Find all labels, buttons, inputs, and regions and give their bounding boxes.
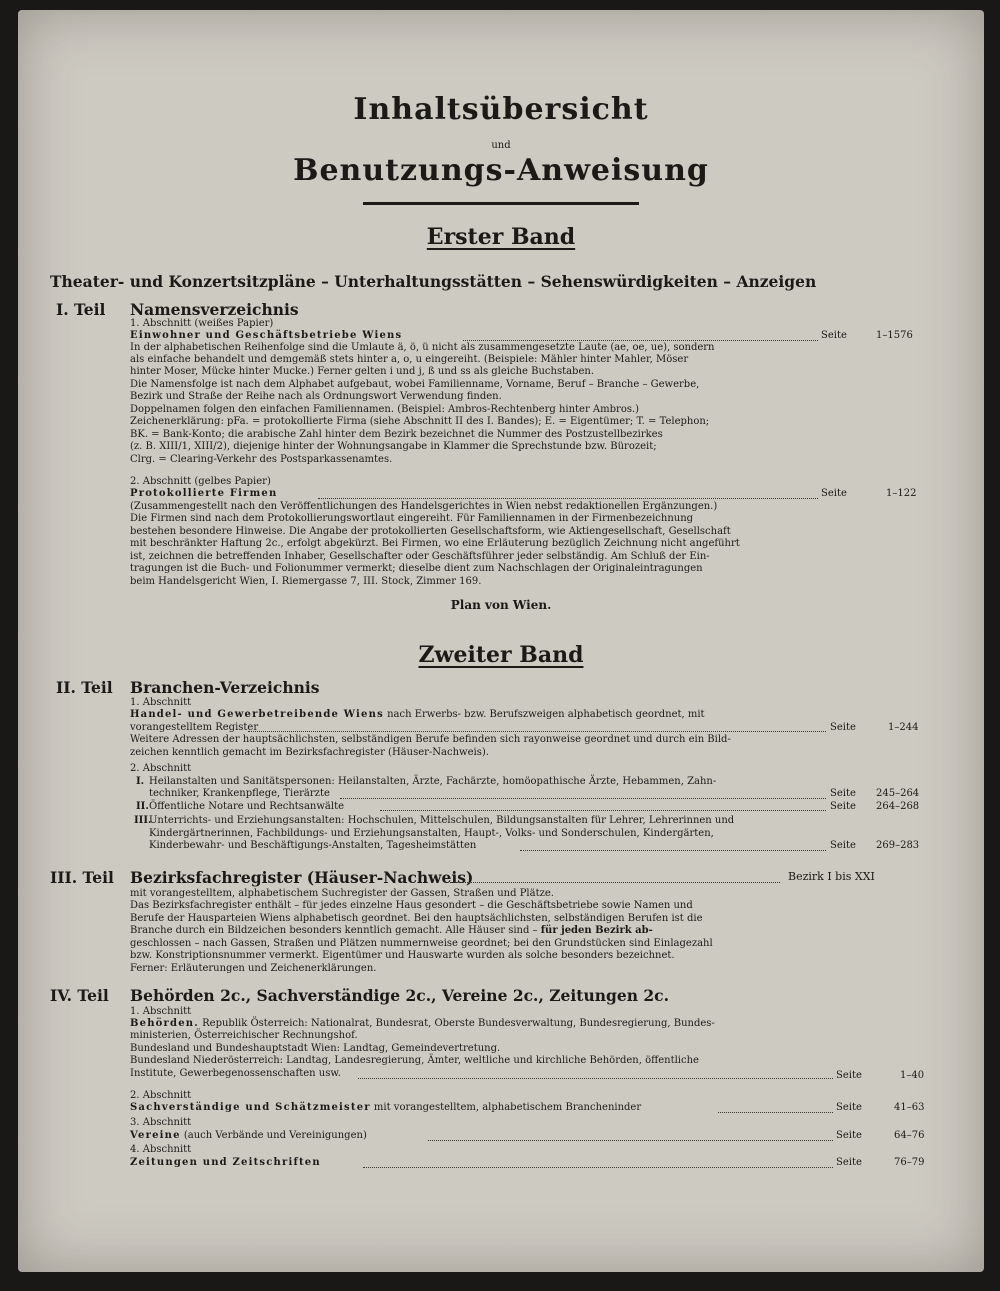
leader-dots bbox=[318, 498, 818, 499]
text-line: Institute, Gewerbegenossenschaften usw. bbox=[130, 1068, 341, 1079]
page-subtitle: Benutzungs-Anweisung bbox=[293, 153, 709, 188]
page-range: 76–79 bbox=[894, 1157, 925, 1168]
text-line: Das Bezirksfachregister enthält – für jedes einzelne Haus gesondert – die Geschäftsbetriebe sowie Namen und bbox=[130, 900, 693, 911]
seite-label: Seite bbox=[830, 840, 856, 851]
teil1-abschnitt2-label: 2. Abschnitt (gelbes Papier) bbox=[130, 476, 271, 487]
seite-label: Seite bbox=[836, 1070, 862, 1081]
teil1-label: I. Teil bbox=[56, 300, 106, 319]
page-title: Inhaltsübersicht bbox=[353, 92, 649, 127]
teil3-title: Bezirksfachregister (Häuser-Nachweis) bbox=[130, 868, 474, 887]
text-line: beim Handelsgericht Wien, I. Riemergasse 7, III. Stock, Zimmer 169. bbox=[130, 576, 482, 587]
teil4-title: Behörden 2c., Sachverständige 2c., Vereine 2c., Zeitungen 2c. bbox=[130, 986, 669, 1005]
bold-phrase: für jeden Bezirk ab- bbox=[540, 925, 653, 936]
text-line: Clrg. = Clearing-Verkehr des Postsparkassenamtes. bbox=[130, 454, 393, 465]
text-line: mit beschränkter Haftung 2c., erfolgt abgekürzt. Bei Firmen, wo eine Erläuterung bezüglich Zeichnung nicht angeführt bbox=[130, 538, 740, 549]
teil4-label: IV. Teil bbox=[50, 986, 109, 1005]
text-line: Ferner: Erläuterungen und Zeichenerklärungen. bbox=[130, 963, 377, 974]
teil1-title: Namensverzeichnis bbox=[130, 300, 299, 319]
teil2-heading: Handel- und Gewerbetreibende Wiens bbox=[130, 709, 384, 720]
text-line: (Zusammengestellt nach den Veröffentlichungen des Handelsgerichtes in Wien nebst redaktionellen Ergänzungen.) bbox=[130, 501, 718, 512]
band1-title: Erster Band bbox=[426, 224, 576, 250]
page-range: 1–40 bbox=[900, 1070, 925, 1081]
teil2-abschnitt1-label: 1. Abschnitt bbox=[130, 697, 192, 708]
leader-dots bbox=[363, 1167, 833, 1168]
page-range: 269–283 bbox=[876, 840, 920, 851]
seite-label: Seite bbox=[836, 1130, 862, 1141]
text-line: Branche durch ein Bildzeichen besonders kenntlich gemacht. Alle Häuser sind – bbox=[130, 925, 538, 936]
leader-dots bbox=[380, 810, 826, 811]
text-line: Öffentliche Notare und Rechtsanwälte bbox=[149, 801, 344, 812]
page-range: 1–244 bbox=[888, 722, 919, 733]
text-line: Zeichenerklärung: pFa. = protokollierte Firma (siehe Abschnitt II des I. Bandes); E. = Eigentümer; T. = Telephon; bbox=[130, 416, 710, 427]
seite-label: Seite bbox=[821, 488, 847, 499]
leader-dots bbox=[450, 882, 780, 883]
seite-label: Seite bbox=[830, 722, 856, 733]
leader-dots bbox=[340, 798, 826, 799]
sub-number: III. bbox=[134, 815, 152, 826]
text-line: geschlossen – nach Gassen, Straßen und Plätzen nummernweise geordnet; bei den Grundstücken sind Einlagezahl bbox=[130, 938, 713, 949]
text-line: Bezirk und Straße der Reihe nach als Ordnungswort Verwendung finden. bbox=[130, 391, 502, 402]
page-range: 41–63 bbox=[894, 1102, 925, 1113]
text-line: Kindergärtnerinnen, Fachbildungs- und Erziehungsanstalten, Haupt-, Volks- und Sonderschulen, Kindergärten, bbox=[149, 828, 714, 839]
text-line: vorangestelltem Register bbox=[130, 722, 259, 733]
teil2-abschnitt2-label: 2. Abschnitt bbox=[130, 763, 192, 774]
text-line: mit vorangestelltem, alphabetischem Brancheninder bbox=[373, 1102, 642, 1113]
teil4-abschnitt3-label: 3. Abschnitt bbox=[130, 1117, 192, 1128]
text-line: Bundesland Niederösterreich: Landtag, Landesregierung, Ämter, weltliche und kirchliche Behörden, öffentliche bbox=[130, 1055, 699, 1066]
page-range: 1–1576 bbox=[876, 330, 913, 341]
text-line: mit vorangestelltem, alphabetischem Suchregister der Gassen, Straßen und Plätze. bbox=[130, 888, 554, 899]
page-range: Bezirk I bis XXI bbox=[788, 870, 875, 883]
text-line: Berufe der Hausparteien Wiens alphabetisch geordnet. Bei den hauptsächlichsten, selbständigen Berufen ist die bbox=[130, 913, 703, 924]
text-line: ist, zeichnen die betreffenden Inhaber, Gesellschafter oder Geschäftsführer jeder selbständig. Am Schluß der Ein- bbox=[130, 551, 710, 562]
text-line: Bundesland und Bundeshauptstadt Wien: Landtag, Gemeindevertretung. bbox=[130, 1043, 501, 1054]
text-line: tragungen ist die Buch- und Folionummer vermerkt; dieselbe dient zum Nachschlagen der Originaleintragungen bbox=[130, 563, 703, 574]
seite-label: Seite bbox=[836, 1157, 862, 1168]
title-divider bbox=[363, 202, 639, 205]
page-range: 245–264 bbox=[876, 788, 920, 799]
teil3-label: III. Teil bbox=[50, 868, 114, 887]
title-conjunction: und bbox=[491, 140, 511, 151]
text-line: ministerien, Österreichischer Rechnungshof. bbox=[130, 1030, 358, 1041]
leader-dots bbox=[520, 850, 826, 851]
page-range: 264–268 bbox=[876, 801, 920, 812]
leader-dots bbox=[428, 1140, 833, 1141]
text-line: Unterrichts- und Erziehungsanstalten: Hochschulen, Mittelschulen, Bildungsanstalten für Lehrer, Lehrerinnen und bbox=[149, 815, 735, 826]
seite-label: Seite bbox=[830, 801, 856, 812]
teil1-abschnitt1-heading: Einwohner und Geschäftsbetriebe Wiens bbox=[130, 330, 403, 341]
text-line: Republik Österreich: Nationalrat, Bundesrat, Oberste Bundesverwaltung, Bundesregierung, Bundes- bbox=[202, 1018, 715, 1029]
text-line: hinter Moser, Mücke hinter Mucke.) Ferner gelten i und j, ß und ss als gleiche Buchstaben. bbox=[130, 366, 594, 377]
text-line: zeichen kenntlich gemacht im Bezirksfachregister (Häuser-Nachweis). bbox=[130, 747, 489, 758]
text-line: als einfache behandelt und demgemäß stets hinter a, o, u eingereiht. (Beispiele: Mähler hinter Mahler, Möser bbox=[130, 354, 689, 365]
teil2-title: Branchen-Verzeichnis bbox=[130, 678, 320, 697]
band1-subtitle: Theater- und Konzertsitzpläne – Unterhaltungsstätten – Sehenswürdigkeiten – Anzeigen bbox=[50, 272, 817, 291]
teil4-abschnitt4-label: 4. Abschnitt bbox=[130, 1144, 192, 1155]
page-range: 64–76 bbox=[894, 1130, 925, 1141]
text-line: BK. = Bank-Konto; die arabische Zahl hinter dem Bezirk bezeichnet die Nummer des Postzustellbezirkes bbox=[130, 429, 663, 440]
teil1-abschnitt1-label: 1. Abschnitt (weißes Papier) bbox=[130, 318, 274, 329]
leader-dots bbox=[718, 1112, 833, 1113]
text-line: Doppelnamen folgen den einfachen Familiennamen. (Beispiel: Ambros-Rechtenberg hinter Ambros.) bbox=[130, 404, 640, 415]
text-line: bzw. Konstriptionsnummer vermerkt. Eigentümer und Hauswarte wurden als solche besonders bezeichnet. bbox=[130, 950, 675, 961]
teil2-label: II. Teil bbox=[56, 678, 113, 697]
text-line: Die Firmen sind nach dem Protokollierungswortlaut eingereiht. Für Familiennamen in der Firmenbezeichnung bbox=[130, 513, 694, 524]
text-line: (auch Verbände und Vereinigungen) bbox=[183, 1130, 367, 1141]
text-line: In der alphabetischen Reihenfolge sind die Umlaute ä, ö, ü nicht als zusammengesetzte Laute (ae, oe, ue), sondern bbox=[130, 342, 715, 353]
text-line: Kinderbewahr- und Beschäftigungs-Anstalten, Tagesheimstätten bbox=[149, 840, 477, 851]
seite-label: Seite bbox=[821, 330, 847, 341]
document-page bbox=[18, 10, 984, 1272]
band2-title: Zweiter Band bbox=[418, 642, 584, 668]
teil4-heading3: Vereine bbox=[130, 1130, 181, 1141]
text-line: (z. B. XIII/1, XIII/2), diejenige hinter der Wohnungsangabe in Klammer die Sprechstunde bzw. Bürozeit; bbox=[130, 441, 657, 452]
teil2-heading-rest: nach Erwerbs- bzw. Berufszweigen alphabetisch geordnet, mit bbox=[387, 709, 705, 720]
text-line: Die Namensfolge ist nach dem Alphabet aufgebaut, wobei Familienname, Vorname, Beruf – Branche – Gewerbe, bbox=[130, 379, 700, 390]
text-line: Weitere Adressen der hauptsächlichsten, selbständigen Berufe befinden sich rayonweise geordnet und durch ein Bild- bbox=[130, 734, 731, 745]
leader-dots bbox=[248, 731, 826, 732]
page-range: 1–122 bbox=[886, 488, 917, 499]
teil1-abschnitt2-heading: Protokollierte Firmen bbox=[130, 488, 278, 499]
teil4-heading4: Zeitungen und Zeitschriften bbox=[130, 1157, 321, 1168]
teil4-abschnitt2-label: 2. Abschnitt bbox=[130, 1090, 192, 1101]
sub-number: II. bbox=[136, 801, 149, 812]
seite-label: Seite bbox=[830, 788, 856, 799]
plan-von-wien: Plan von Wien. bbox=[450, 598, 552, 612]
seite-label: Seite bbox=[836, 1102, 862, 1113]
teil4-heading1: Behörden. bbox=[130, 1018, 199, 1029]
leader-dots bbox=[463, 340, 818, 341]
teil4-heading2: Sachverständige und Schätzmeister bbox=[130, 1102, 371, 1113]
sub-number: I. bbox=[136, 776, 145, 787]
leader-dots bbox=[358, 1078, 833, 1079]
text-line: bestehen besondere Hinweise. Die Angabe der protokollierten Gesellschaftsform, wie Aktiengesellschaft, Gesellschaft bbox=[130, 526, 731, 537]
teil4-abschnitt1-label: 1. Abschnitt bbox=[130, 1006, 192, 1017]
text-line: Heilanstalten und Sanitätspersonen: Heilanstalten, Ärzte, Fachärzte, homöopathische Ärzte, Hebammen, Zahn- bbox=[149, 776, 717, 787]
text-line: techniker, Krankenpflege, Tierärzte bbox=[149, 788, 330, 799]
